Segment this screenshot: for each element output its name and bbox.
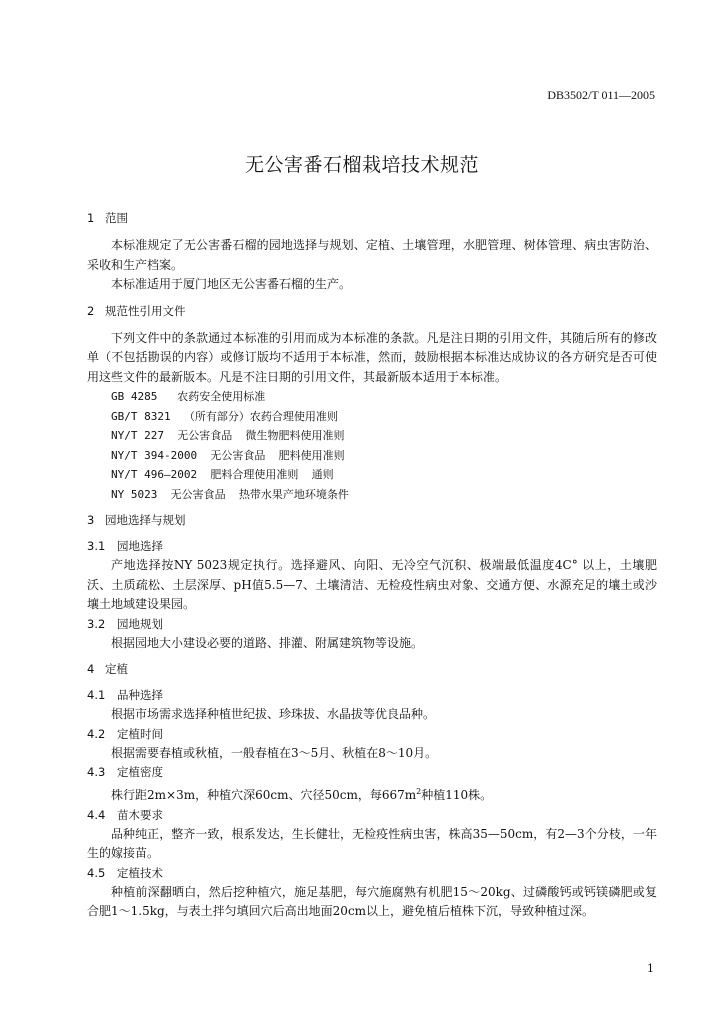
subsection-title: 园地选择 — [117, 539, 163, 553]
section-number: 1 — [87, 211, 95, 225]
subsection-heading — [87, 686, 657, 705]
page-number: 1 — [647, 962, 654, 975]
paragraph: 本标准规定了无公害番石榴的园地选择与规划、定植、土壤管理，水肥管理、树体管理、病虫害防治、采收和生产档案。 — [87, 238, 657, 272]
paragraph: 种植前深翻晒白，然后挖种植穴，施足基肥，每穴施腐熟有机肥15～20kg、过磷酸钙或钙镁磷肥或复合肥1～1.5kg，与表土拌匀填回穴后高出地面20cm以上，避免植后植株下沉，导致种植过深。 — [87, 884, 657, 918]
reference-list — [87, 387, 657, 504]
subsection-title: 定植密度 — [117, 765, 163, 779]
subsection-number: 3.2 — [87, 616, 106, 631]
reference-item: NY/T 227 无公害食品 微生物肥料使用准则 — [111, 429, 345, 442]
text-run: 株行距2m×3m，种植穴深60cm、穴径50cm，每667m — [111, 788, 417, 802]
section-title: 规范性引用文件 — [105, 303, 186, 318]
section-number: 4 — [87, 662, 95, 676]
paragraph: 产地选择按NY 5023规定执行。选择避风、向阳、无冷空气沉积、极端最低温度4C° 以上，土壤肥沃、土质疏松、土层深厚、pH值5.5—7、土壤清洁、无检疫性病虫对象、交通方便、水源充足的壤土或沙壤土地域建设果园。 — [87, 558, 657, 611]
section-title: 定植 — [105, 662, 128, 676]
section-heading-normative-references — [87, 301, 657, 321]
subsection-heading — [87, 864, 657, 883]
subsection-number: 4.1 — [87, 688, 106, 702]
subsection-heading — [87, 725, 657, 744]
paragraph: 根据园地大小建设必要的道路、排灌、附属建筑物等设施。 — [111, 635, 424, 650]
subsection-number: 3.1 — [87, 539, 106, 553]
standard-code: DB3502/T 011—2005 — [547, 88, 655, 102]
reference-item: GB/T 8321 （所有部分）农药合理使用准则 — [111, 409, 338, 423]
subsection-title: 园地规划 — [117, 616, 163, 631]
section-title: 园地选择与规划 — [105, 513, 186, 527]
paragraph: 下列文件中的条款通过本标准的引用而成为本标准的条款。凡是注日期的引用文件，其随后所有的修改单（不包括勘误的内容）或修订版均不适用于本标准，然而，鼓励根据本标准达成协议的各方研究是否可使用这些文件的最新版本。凡是不注日期的引用文件，其最新版本适用于本标准。 — [87, 330, 657, 384]
subsection-heading — [87, 763, 657, 782]
paragraph: 根据需要春植或秋植，一般春植在3～5月、秋植在8～10月。 — [111, 745, 438, 760]
subsection-heading — [87, 537, 657, 556]
document-body — [87, 208, 657, 922]
paragraph: 品种纯正，整齐一致，根系发达，生长健壮，无检疫性病虫害，株高35—50cm，有2—3个分枝，一年生的嫁接苗。 — [87, 826, 657, 860]
subsection-title: 苗木要求 — [117, 807, 163, 822]
paragraph — [87, 782, 657, 806]
subsection-number: 4.5 — [87, 865, 106, 880]
paragraph: 本标准适用于厦门地区无公害番石榴的生产。 — [111, 277, 352, 291]
superscript: 2 — [416, 787, 422, 796]
section-title: 范围 — [105, 211, 128, 225]
subsection-title: 定植技术 — [117, 865, 163, 880]
section-heading-planting — [87, 659, 657, 679]
document-title: 无公害番石榴栽培技术规范 — [244, 154, 479, 176]
subsection-heading — [87, 806, 657, 825]
paragraph: 根据市场需求选择种植世纪拔、珍珠拔、水晶拔等优良品种。 — [111, 707, 436, 721]
subsection-number: 4.4 — [87, 807, 106, 822]
subsection-number: 4.2 — [87, 726, 106, 741]
subsection-title: 定植时间 — [117, 726, 163, 741]
subsection-number: 4.3 — [87, 765, 106, 779]
section-number: 2 — [87, 303, 95, 318]
section-heading-scope — [87, 208, 657, 228]
reference-item: GB 4285 农药安全使用标准 — [111, 390, 266, 403]
reference-item: NY 5023 无公害食品 热带水果产地环境条件 — [111, 487, 349, 501]
subsection-heading — [87, 615, 657, 634]
subsection-title: 品种选择 — [117, 688, 163, 702]
reference-item: NY/T 496—2002 肥料合理使用准则 通则 — [111, 468, 334, 481]
text-run: 种植110株。 — [421, 788, 493, 802]
section-number: 3 — [87, 513, 95, 527]
section-heading-site-selection — [87, 510, 657, 530]
reference-item: NY/T 394-2000 无公害食品 肥料使用准则 — [111, 448, 345, 462]
